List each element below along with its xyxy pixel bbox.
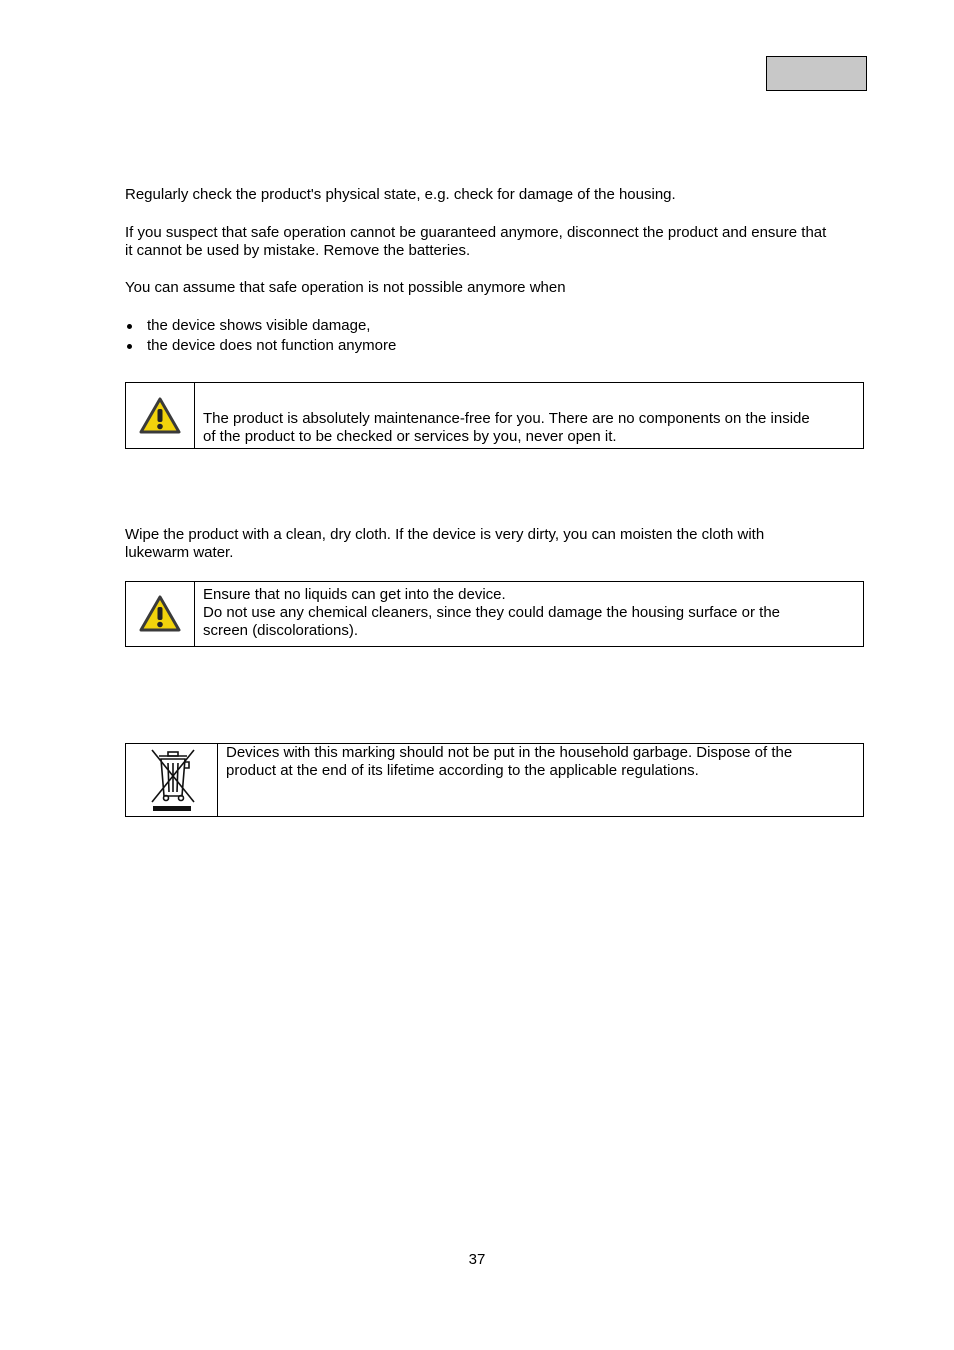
list-item bbox=[125, 316, 396, 336]
notice-text: Devices with this marking should not be put in the household garbage. Dispose of the bbox=[226, 744, 793, 761]
cleaning-notice bbox=[125, 581, 864, 647]
notice-text: Do not use any chemical cleaners, since they could damage the housing surface or the bbox=[203, 604, 781, 621]
wipe-line: Wipe the product with a clean, dry cloth. If the device is very dirty, you can moisten the cloth with bbox=[125, 526, 765, 543]
notice-text: of the product to be checked or services by you, never open it. bbox=[203, 428, 617, 445]
notice-text: product at the end of its lifetime according to the applicable regulations. bbox=[226, 762, 699, 779]
wipe-paragraph bbox=[125, 526, 880, 562]
bullet-icon bbox=[127, 324, 132, 329]
crossed-out-bin-icon bbox=[126, 744, 218, 816]
warning-triangle-icon bbox=[126, 582, 195, 646]
unsafe-conditions-list bbox=[125, 316, 396, 356]
maintenance-notice bbox=[125, 382, 864, 449]
notice-text: screen (discolorations). bbox=[203, 622, 359, 639]
suspect-paragraph bbox=[125, 224, 880, 260]
disposal-notice bbox=[125, 743, 864, 817]
list-item-text: the device does not function anymore bbox=[147, 337, 397, 354]
assume-paragraph: You can assume that safe operation is not possible anymore when bbox=[125, 279, 566, 296]
language-tab bbox=[766, 56, 867, 91]
notice-text: Ensure that no liquids can get into the device. bbox=[203, 586, 506, 603]
suspect-line: If you suspect that safe operation cannot be guaranteed anymore, disconnect the product and ensure that bbox=[125, 224, 827, 241]
warning-triangle-icon bbox=[126, 383, 195, 448]
check-state-paragraph: Regularly check the product's physical state, e.g. check for damage of the housing. bbox=[125, 186, 676, 203]
page-number: 37 bbox=[468, 1251, 486, 1268]
list-item bbox=[125, 336, 396, 356]
suspect-line: it cannot be used by mistake. Remove the batteries. bbox=[125, 242, 471, 259]
list-item-text: the device shows visible damage, bbox=[147, 317, 371, 334]
bullet-icon bbox=[127, 344, 132, 349]
notice-text: The product is absolutely maintenance-free for you. There are no components on the inside bbox=[203, 410, 810, 427]
wipe-line: lukewarm water. bbox=[125, 544, 234, 561]
